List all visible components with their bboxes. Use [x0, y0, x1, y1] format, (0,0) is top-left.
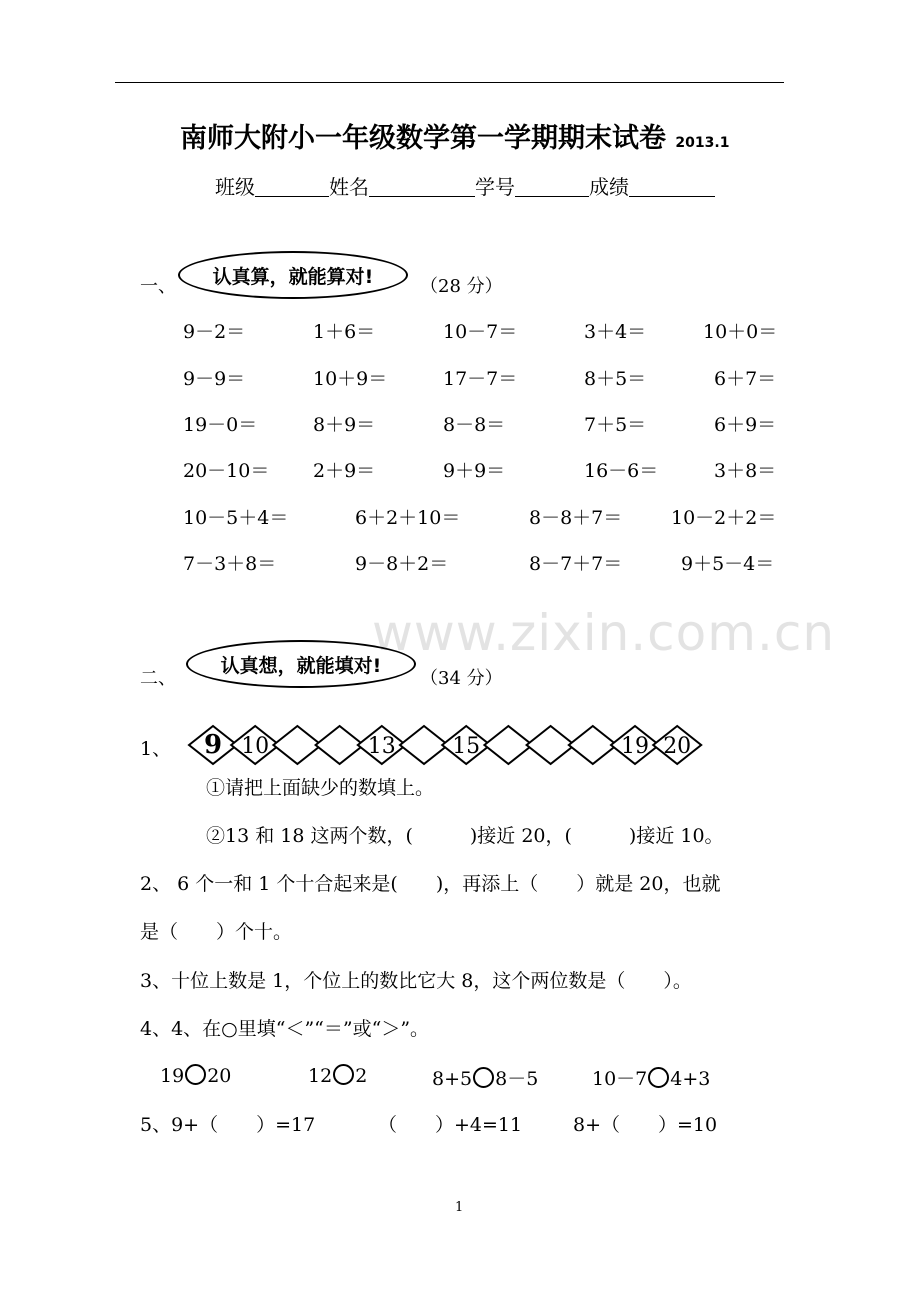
diamond-number-label: 13 — [367, 734, 396, 759]
compare-left: 12 — [308, 1065, 333, 1087]
equation: 1＋6＝ — [313, 321, 376, 343]
equation: 7＋5＝ — [584, 414, 647, 436]
q1-number: 1、 — [140, 738, 172, 760]
q2-line2: 是（ ）个十。 — [140, 921, 293, 943]
compare-circle[interactable] — [185, 1064, 206, 1085]
equation: 3＋8＝ — [714, 460, 777, 482]
q1-sub1: ①请把上面缺少的数填上。 — [206, 777, 435, 799]
number-label: 学号 — [475, 175, 515, 199]
equation: 6＋7＝ — [714, 368, 777, 390]
equation: 9＋5－4＝ — [681, 553, 775, 575]
equation: 16－6＝ — [584, 460, 659, 482]
diamond-number-label: 15 — [452, 734, 481, 759]
section2-score: （34 分） — [420, 668, 503, 689]
compare-circle[interactable] — [473, 1067, 494, 1088]
compare-right: 8－5 — [495, 1068, 539, 1090]
equation: 6＋9＝ — [714, 414, 777, 436]
equation: 2＋9＝ — [313, 460, 376, 482]
section1-score: （28 分） — [420, 276, 503, 297]
equation: 10＋0＝ — [703, 321, 778, 343]
compare-left: 10－7 — [592, 1068, 648, 1090]
exam-date: 2013.1 — [675, 135, 730, 151]
equation: 17－7＝ — [443, 368, 518, 390]
section2-banner-text: 认真想，就能填对! — [220, 654, 382, 677]
compare-item — [308, 1064, 367, 1087]
score-label: 成绩 — [589, 175, 629, 199]
equation: 8－7＋7＝ — [529, 553, 623, 575]
equation: 8－8＋7＝ — [529, 507, 623, 529]
equation: 9＋9＝ — [443, 460, 506, 482]
class-label: 班级 — [215, 175, 255, 199]
diamond-number-label: 19 — [621, 734, 649, 759]
name-label: 姓名 — [329, 175, 369, 199]
equation: 9－9＝ — [183, 368, 246, 390]
compare-right: 4+3 — [670, 1068, 711, 1090]
section1-number: 一、 — [140, 276, 176, 297]
diamond-number-label: 20 — [663, 734, 692, 759]
watermark: www.zixin.com.cn — [372, 604, 836, 662]
diamond-number-label: 9 — [203, 730, 223, 760]
equation: 8＋9＝ — [313, 414, 376, 436]
q3: 3、十位上数是 1，个位上的数比它大 8，这个两位数是（ ）。 — [140, 970, 692, 992]
q5-part1: 5、9+（ ）=17 — [140, 1114, 316, 1136]
equation: 8－8＝ — [443, 414, 506, 436]
compare-left: 19 — [160, 1065, 185, 1087]
compare-left: 8+5 — [432, 1068, 473, 1090]
equation: 6＋2＋10＝ — [355, 507, 461, 529]
equation: 3＋4＝ — [584, 321, 647, 343]
equation: 7－3＋8＝ — [183, 553, 277, 575]
q1-sub2: ②13 和 18 这两个数，( )接近 20，( )接近 10。 — [206, 825, 724, 847]
equation: 19－0＝ — [183, 414, 258, 436]
compare-circle[interactable] — [648, 1067, 669, 1088]
diamond-number-label: 10 — [241, 734, 270, 759]
q5-part3: 8+（ ）=10 — [573, 1114, 718, 1136]
equation: 20－10＝ — [183, 460, 270, 482]
equation: 10－7＝ — [443, 321, 518, 343]
q2-line1: 2、 6 个一和 1 个十合起来是( )，再添上（ ）就是 20，也就 — [140, 873, 721, 895]
equation: 10－2＋2＝ — [671, 507, 777, 529]
compare-item — [432, 1064, 538, 1091]
equation: 8＋5＝ — [584, 368, 647, 390]
compare-circle[interactable] — [333, 1064, 354, 1085]
compare-right: 2 — [355, 1065, 368, 1087]
equation: 10－5＋4＝ — [183, 507, 289, 529]
section1-banner-text: 认真算，就能算对! — [212, 265, 374, 288]
equation: 9－8＋2＝ — [355, 553, 449, 575]
compare-right: 20 — [207, 1065, 232, 1087]
page-number: 1 — [455, 1200, 464, 1215]
equation: 10＋9＝ — [313, 368, 388, 390]
q4: 4、4、在○里填“＜”“＝”或“＞”。 — [140, 1018, 430, 1040]
equation: 9－2＝ — [183, 321, 246, 343]
section2-number: 二、 — [140, 668, 176, 689]
q5-part2: （ ）+4=11 — [378, 1114, 523, 1136]
compare-item — [160, 1064, 231, 1087]
exam-title: 南师大附小一年级数学第一学期期末试卷 2013.1 — [180, 123, 730, 154]
compare-item — [592, 1064, 710, 1091]
